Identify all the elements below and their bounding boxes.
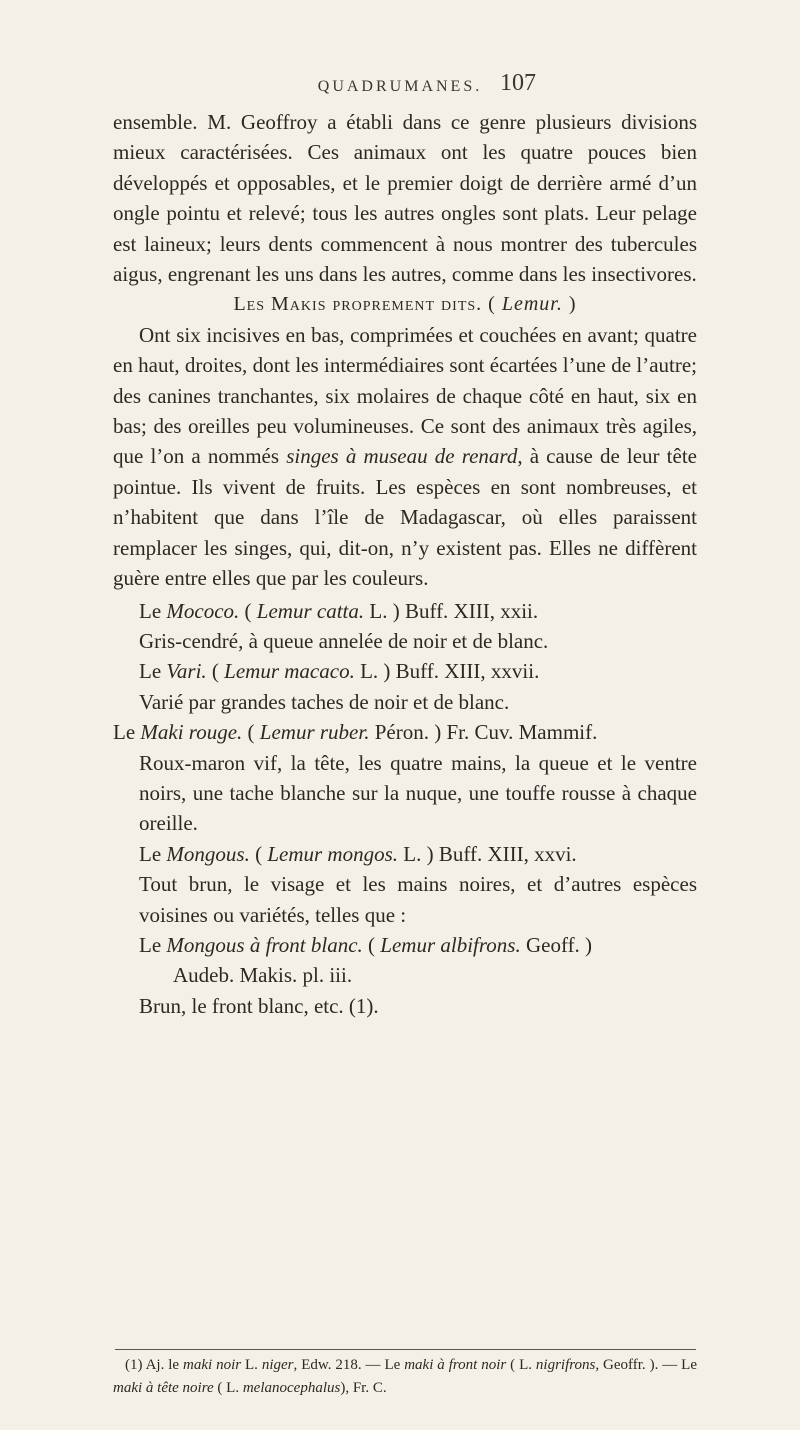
species-list <box>113 596 697 1022</box>
footnote-latin: nigrifrons <box>535 1357 596 1373</box>
species-paren: ( <box>244 598 252 623</box>
species-latin: Lemur catta. <box>256 598 365 623</box>
section-heading-lead: Les Makis <box>233 293 327 316</box>
footnote-text-part: ( L. <box>510 1357 532 1373</box>
species-latin: Lemur ruber. <box>259 720 370 745</box>
species-entry <box>113 656 697 717</box>
species-entry <box>113 717 697 839</box>
paragraph-italic-term: singes à museau de renard <box>286 444 518 469</box>
footnote-text-part: ( L. <box>217 1380 240 1396</box>
footnote-marker: (1) Aj. le <box>125 1357 180 1373</box>
footnote-latin: niger <box>261 1357 294 1373</box>
main-text <box>113 107 697 1021</box>
footnote-species: maki noir <box>183 1357 242 1373</box>
running-title: QUADRUMANES. <box>317 78 483 95</box>
species-authority: L. ) Buff. XIII, xxvii. <box>360 659 540 684</box>
footnote-species: maki à front noir <box>404 1357 507 1373</box>
species-authority: L. ) Buff. XIII, xxvi. <box>403 841 577 866</box>
footnote <box>113 1354 697 1400</box>
species-article: Le <box>113 720 136 745</box>
paragraph-description <box>113 320 697 594</box>
species-description: Tout brun, le visage et les mains noires, et d’autres espèces voisines ou variétés, telles que : <box>139 872 697 927</box>
species-authority: Geoff. ) <box>525 932 593 957</box>
species-latin: Lemur macaco. <box>224 659 355 684</box>
paragraph-part-2: , à cause de leur tête pointue. Ils vivent de fruits. Les espèces en sont nombreuses, et n’habitent que dans l’île de Madagascar, où elles paraissent remplacer les singes, qui, dit-on, n’y existent pas. Elles ne diffèrent guère entre elles que par les couleurs. <box>113 444 697 591</box>
species-authority: L. ) Buff. XIII, xxii. <box>369 598 539 623</box>
footnote-text-part: , Edw. 218. — Le <box>293 1357 401 1373</box>
species-reference-line: Audeb. Makis. pl. iii. <box>173 963 353 988</box>
section-heading-latin: Lemur. <box>501 293 563 316</box>
footnote-text-part: L. <box>245 1357 258 1373</box>
footnote-latin: melanocephalus <box>242 1380 341 1396</box>
species-paren: ( <box>255 841 263 866</box>
species-description: Brun, le front blanc, etc. (1). <box>139 993 379 1018</box>
species-description: Roux-maron vif, la tête, les quatre mains, la queue et le ventre noirs, une tache blanche sur la nuque, une touffe rousse à chaque oreille. <box>139 750 697 836</box>
species-name: Mococo. <box>166 598 240 623</box>
species-name-line <box>113 596 697 626</box>
species-name-line <box>113 930 697 960</box>
species-latin: Lemur albifrons. <box>380 932 521 957</box>
page-header <box>0 70 800 102</box>
species-name: Vari. <box>166 659 207 684</box>
species-description: Gris-cendré, à queue annelée de noir et de blanc. <box>139 628 549 653</box>
species-name-line <box>113 839 697 869</box>
species-entry <box>113 930 697 1021</box>
species-entry <box>113 839 697 930</box>
section-heading <box>113 289 697 319</box>
section-heading-paren-open: ( <box>488 293 496 316</box>
species-article: Le <box>139 659 162 684</box>
footnote-text-part: , Geoffr. ). — Le <box>595 1357 698 1373</box>
species-latin: Lemur mongos. <box>267 841 399 866</box>
footnote-divider <box>115 1349 696 1350</box>
section-heading-paren-close: ) <box>568 293 577 316</box>
species-entry <box>113 596 697 657</box>
species-article: Le <box>139 598 162 623</box>
section-heading-rest: proprement dits. <box>332 293 483 316</box>
species-name: Maki rouge. <box>140 720 243 745</box>
paragraph-continued: ensemble. M. Geoffroy a établi dans ce genre plusieurs divisions mieux caractérisées. Ces animaux ont les quatre pouces bien développés et opposables, et le premier doigt de derrière armé d’un ongle pointu et relevé; tous les autres ongles sont plats. Leur pelage est laineux; leurs dents commencent à nous montrer des tubercules aigus, engrenant les uns dans les autres, comme dans les insectivores. <box>113 110 697 287</box>
species-name: Mongous à front blanc. <box>166 932 363 957</box>
species-article: Le <box>139 932 162 957</box>
species-name-line <box>113 656 697 686</box>
footnote-species: maki à tête noire <box>113 1380 214 1396</box>
page-number: 107 <box>500 70 536 96</box>
species-name-line <box>113 717 697 747</box>
species-article: Le <box>139 841 162 866</box>
species-paren: ( <box>211 659 219 684</box>
footnote-text <box>113 1354 697 1400</box>
paragraph-part-1: Ont six incisives en bas, comprimées et couchées en avant; quatre en haut, droites, dont les intermédiaires sont écartées l’une de l’autre; des canines tranchantes, six molaires de chaque côté en haut, six en bas; des oreilles peu volumineuses. Ce sont des animaux très agiles, que l’on a nommés <box>113 322 697 469</box>
species-paren: ( <box>368 932 376 957</box>
species-description: Varié par grandes taches de noir et de blanc. <box>139 689 510 714</box>
species-paren: ( <box>247 720 255 745</box>
species-authority: Péron. ) Fr. Cuv. Mammif. <box>374 720 598 745</box>
footnote-text-part: ), Fr. C. <box>340 1380 387 1396</box>
species-name: Mongous. <box>166 841 250 866</box>
